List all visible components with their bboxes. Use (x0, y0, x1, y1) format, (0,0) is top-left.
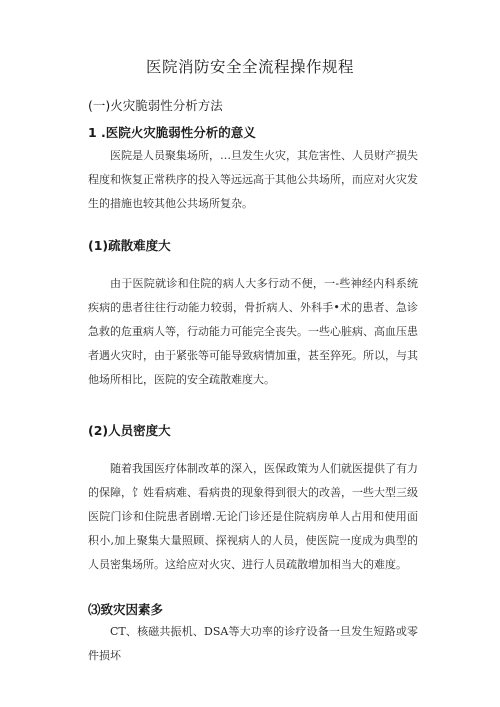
item-heading-density: (2)人员密度大 (88, 423, 171, 438)
paragraph-evacuation: 由于医院就诊和住院的病人大多行动不便，一-些神经内科系统疾病的患者往往行动能力较弱，骨折病人、外科手•术的患者、急诊急救的危重病人等，行动能力可能完全丧失。一些心脏病、高血压患者遇火灾时，由于紧张等可能导致病情加重，甚至猝死。所以，与其他场所相比，医院的安全疏散难度大。 (88, 277, 418, 386)
section-heading: (一)火灾脆弱性分析方法 (88, 98, 223, 113)
item-heading-evacuation: (1)疏散难度大 (88, 238, 171, 253)
document-title: 医院消防安全全流程操作规程 (145, 58, 354, 76)
item-heading-causes: ⑶致灾因素多 (88, 602, 164, 617)
paragraph-density: 随着我国医疗体制改革的深入，医保政策为人们就医提供了有力的保障，饣姓看病难、看病贵的现象得到很大的改善，一些大型三级医院门诊和住院患者剧增.无论门诊还是住院病房单人占用和使用面积小,加上聚集大量照顾、探视病人的人员，使医院一度成为典型的人员密集场所。这给应对火灾、进行人员疏散增加相当大的难度。 (88, 462, 418, 571)
subsection-heading: 1 .医院火灾脆弱性分析的意义 (88, 125, 256, 140)
paragraph-causes: CT、核磁共振机、DSA等大功率的诊疗设备一旦发生短路或零件损坏 (88, 625, 418, 662)
paragraph-significance: 医院是人员聚集场所，…旦发生火灾，其危害性、人员财产损失程度和恢复正常秩序的投入等远远高于其他公共场所，而应对火灾发生的措施也较其他公共场所复杂。 (88, 149, 418, 210)
